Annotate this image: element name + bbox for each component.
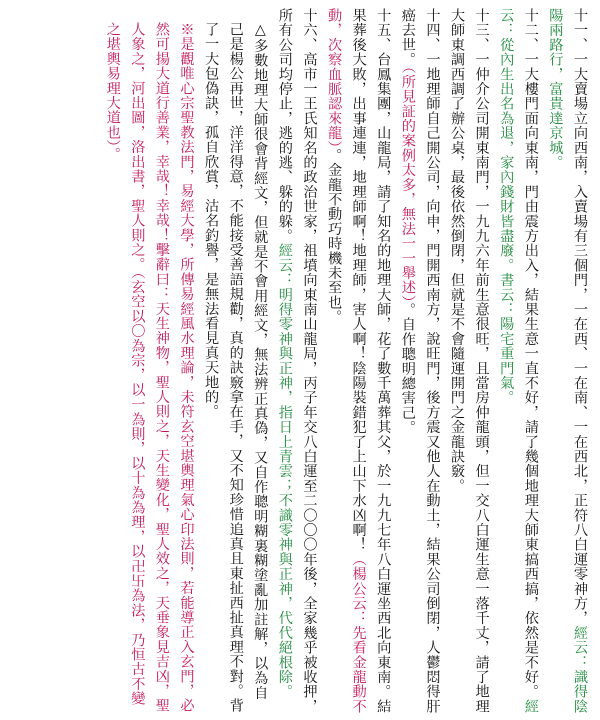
text-segment: 。自作聰明總害己。 [399,302,416,435]
text-segment: 十六、高市一王氏知名的政治世家，祖墳向東南山龍局，丙子年交八白運至二〇〇〇年後，全家幾乎被收押，所有公司均停止，逃的逃、躲的躲。 [276,8,318,714]
paragraph-p16 [272,8,321,714]
text-segment: 經云：識得陰陽兩路行，富貴達京城。 [547,8,588,714]
paragraph-p17 [199,22,273,714]
paragraph-p13 [444,8,493,714]
text-segment: （玄空以〇為宗，以一為則，以十為為理，以卍卐為法，乃恒古不變之堪輿易理大道也）。 [104,22,146,706]
text-segment: △多數地理大師很會背經文，但就是不會用經文，無法辨正真偽，又自作聰明糊裏糊塗亂加註解，以為自己是楊公再世，洋洋得意，不能接受善語規勸，真的訣竅拿在手，又不知珍惜追真且東扯西扯真理不對。背了一大包偽訣，孤自欣賞，沽名釣譽，是無法看見真天地的。 [203,22,269,713]
text-segment: 十五、台鳳集團，山龍局，請了知名的地理大師，花了數千萬葬其父，於一九九七年八白運坐西北向東南。結果葬後大敗，出事連連，地理師啊！地理師，害人啊！陰陽裝錯犯了上山下水凶啊！ [350,8,392,714]
text-segment: （楊公云：先看金龍動不動，次察血脈認來龍） [326,8,367,714]
text-segment: 十四、一地理師自己開公司，向申，門開西南方，說旺門，後方震又他人在動土，結果公司倒閉，人鬱悶得肝癌去世。 [399,8,441,714]
text-segment: ※是觀唯心宗聖教法門，易經大學，所傳易經風水理論，未符玄空堪輿理氣心印法則，若能導正入玄門，必然可揚大道行善業，幸哉！幸哉！擊辭曰：天生神物，聖人則之，天生變化，聖人效之，天垂象見吉凶，聖人象之，河出圖，洛出書，聖人則之。 [129,22,195,713]
text-segment: 十一、一大賣場立向西南，入賣場有三個門，一在西、一在南、一在西北，正符八白運零神方， [572,8,588,626]
text-segment: 十三、一仲介公司開東南門，一九九六年前生意很旺，且當房仲龍頭，但一交八白運生意一落千丈，請了地理大師東調西調了辦公桌，最後依然倒閉，但就是不會隨運開門之金龍訣竅。 [449,8,490,714]
paragraph-p12 [494,8,543,714]
text-segment: 。金龍不動巧時機未至也。 [326,147,343,325]
text-segment: 經云：明得零神與正神，指日上青雲；不識零神與正神，代代絕根除。 [276,243,293,699]
paragraph-p15 [321,8,395,714]
text-segment: 經云：從內生出名為退，家內錢財皆盡廢。書云：陽宅重門氣。 [498,8,539,714]
paragraph-p11 [543,8,592,714]
text-segment: 十二、一大樓門面向東南，門由震方出入，結果生意一直不好，請了幾個地理大師東搞西搞，依然是不好。 [522,8,539,699]
paragraph-p14 [395,8,444,714]
text-segment: （所見証的案例太多，無法一一舉述） [399,66,416,303]
paragraph-p18 [100,22,198,714]
